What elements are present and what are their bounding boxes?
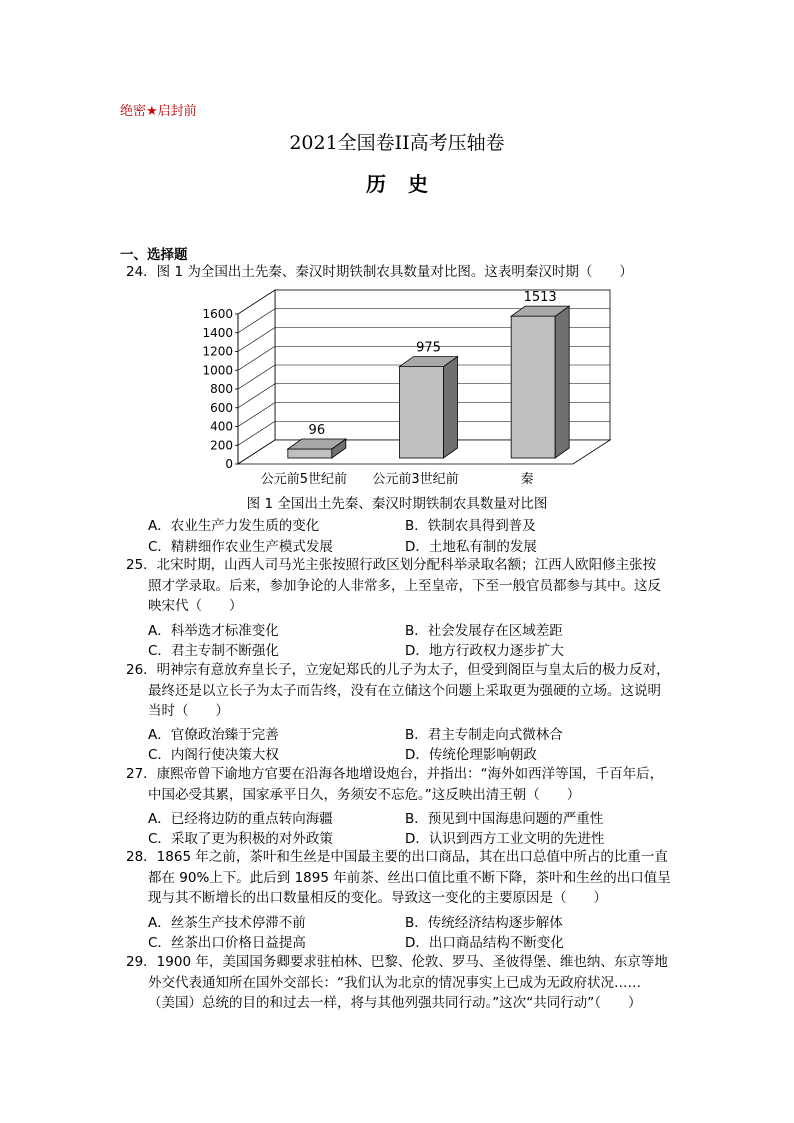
y-tick-label: 1200: [202, 344, 233, 359]
bar-side: [555, 306, 569, 458]
bar: [400, 367, 444, 458]
subject-title: 历史: [366, 172, 450, 196]
question-29-line-1: 29．1900 年，美国国务卿要求驻柏林、巴黎、伦敦、罗马、圣彼得堡、维也纳、东京等地: [126, 954, 668, 970]
option-26-d[interactable]: D．传统伦理影响朝政: [405, 747, 537, 763]
y-tick-label: 1400: [202, 325, 233, 340]
question-28-line-3: 现与其不断增长的出口数量相反的变化。导致这一变化的主要原因是（ ）: [148, 890, 607, 906]
option-28-c[interactable]: C．丝茶出口价格日益提高: [148, 935, 306, 951]
question-26-line-1: 26．明神宗有意放弃皇长子，立宠妃郑氏的儿子为太子，但受到阁臣与皇太后的极力反对，: [126, 662, 670, 678]
y-tick-label: 1000: [202, 363, 233, 378]
bar-chart: [190, 280, 630, 494]
bar: [511, 316, 555, 458]
y-tick-label: 0: [225, 457, 233, 471]
bar: [288, 449, 332, 458]
option-24-b[interactable]: B．铁制农具得到普及: [405, 518, 536, 534]
x-tick-label: 公元前3世纪前: [372, 472, 459, 487]
option-24-d[interactable]: D．土地私有制的发展: [405, 539, 537, 555]
question-27-stem: [126, 764, 663, 805]
red-star-icon: ★: [146, 104, 158, 119]
question-26-stem: [126, 660, 670, 722]
option-25-b[interactable]: B．社会发展存在区域差距: [405, 623, 563, 639]
bar-side: [444, 357, 458, 458]
question-27-line-2: 中国必受其累，国家承平日久，务须安不忘危。”这反映出清王朝（ ）: [148, 786, 581, 803]
option-25-d[interactable]: D．地方行政权力逐步扩大: [405, 643, 564, 659]
y-tick-label: 800: [210, 382, 233, 396]
option-28-d[interactable]: D．出口商品结构不断变化: [405, 935, 564, 951]
data-label: 96: [308, 423, 326, 438]
question-29-line-3: （美国）总统的目的和过去一样，将与其他列强共同行动。”这次“共同行动”（ ）: [148, 995, 642, 1011]
question-29-stem: [126, 952, 668, 1014]
question-26-line-2: 最终还是以立长子为太子而告终，没有在立储这个问题上采取更为强硬的立场。这说明: [148, 682, 661, 699]
question-27-line-1: 27．康熙帝曾下谕地方官要在沿海各地增设炮台，并指出：“海外如西洋等国，千百年后，: [126, 766, 664, 782]
option-24-c[interactable]: C．精耕细作农业生产模式发展: [148, 539, 333, 555]
option-26-c[interactable]: C．内阁行使决策大权: [148, 747, 279, 763]
x-tick-label: 秦: [520, 472, 534, 487]
question-28-line-2: 都在 90%上下。此后到 1895 年前茶、丝出口值比重不断下降，茶叶和生丝的出口值呈: [148, 869, 671, 886]
data-label: 975: [416, 340, 441, 356]
question-25-line-2: 照才学录取。后来，参加争论的人非常多，上至皇帝，下至一般官员都参与其中。这反: [148, 577, 661, 594]
confidential-mark: 绝密★启封前: [120, 104, 197, 119]
question-28-stem: [126, 847, 671, 909]
y-tick-label: 600: [210, 400, 233, 415]
option-25-c[interactable]: C．君主专制不断强化: [148, 643, 279, 659]
option-27-a[interactable]: A．已经将边防的重点转向海疆: [148, 811, 333, 827]
option-26-a[interactable]: A．官僚政治臻于完善: [148, 727, 279, 743]
question-28-line-1: 28．1865 年之前，茶叶和生丝是中国最主要的出口商品，其在出口总值中所占的比重一直: [126, 849, 668, 865]
y-tick-label: 400: [210, 419, 233, 434]
option-28-a[interactable]: A．丝茶生产技术停滞不前: [148, 915, 306, 931]
section-heading: 一、选择题: [120, 247, 188, 263]
question-25-stem: [126, 555, 661, 617]
x-tick-label: 公元前5世纪前: [260, 472, 347, 487]
question-25-line-1: 25．北宋时期，山西人司马光主张按照行政区划分配科举录取名额；江西人欧阳修主张按: [126, 557, 657, 573]
exam-title: 2021全国卷II高考压轴卷: [289, 132, 505, 154]
chart-axis: [202, 307, 238, 471]
option-27-d[interactable]: D．认识到西方工业文明的先进性: [405, 831, 605, 847]
question-29-line-2: 外交代表通知所在国外交部长：“我们认为北京的情况事实上已成为无政府状况……: [148, 974, 641, 991]
question-26-line-3: 当时（ ）: [148, 703, 229, 719]
option-24-a[interactable]: A．农业生产力发生质的变化: [148, 518, 320, 534]
y-tick-label: 200: [210, 438, 233, 453]
option-26-b[interactable]: B．君主专制走向式微林合: [405, 727, 563, 743]
question-25-line-3: 映宋代（ ）: [148, 598, 243, 614]
option-27-c[interactable]: C．采取了更为积极的对外政策: [148, 831, 333, 847]
figure-caption: 图 1 全国出土先秦、秦汉时期铁制农具数量对比图: [246, 496, 548, 512]
option-28-b[interactable]: B．传统经济结构逐步解体: [405, 915, 563, 931]
option-27-b[interactable]: B．预见到中国海患问题的严重性: [405, 811, 604, 827]
y-tick-label: 1600: [202, 307, 233, 321]
option-25-a[interactable]: A．科举选才标准变化: [148, 623, 279, 639]
data-label: 1513: [523, 290, 557, 306]
question-24-stem: 24．图 1 为全国出土先秦、秦汉时期铁制农具数量对比图。这表明秦汉时期（ ）: [126, 264, 633, 280]
